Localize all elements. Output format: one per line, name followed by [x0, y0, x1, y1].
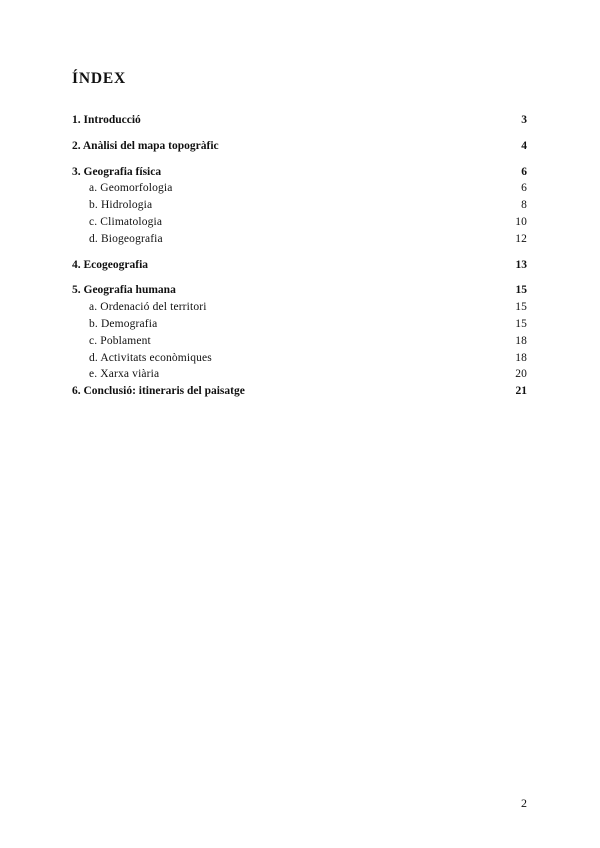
- toc-subentry[interactable]: [72, 333, 527, 350]
- toc-entry-label: 1. Introducció: [72, 114, 141, 126]
- toc-entry-page: 3: [521, 114, 527, 126]
- toc-entry-page: 15: [515, 301, 527, 314]
- toc-entry-label: c. Poblament: [89, 334, 151, 347]
- toc-entry[interactable]: [72, 138, 527, 155]
- table-of-contents: [72, 112, 527, 400]
- toc-entry-label: 6. Conclusió: itineraris del paisatge: [72, 385, 245, 398]
- toc-entry-label: a. Ordenació del territori: [89, 301, 207, 314]
- toc-subentry[interactable]: [72, 316, 527, 333]
- toc-entry-page: 15: [515, 284, 527, 297]
- toc-entry-page: 4: [521, 139, 527, 152]
- toc-entry[interactable]: [72, 164, 527, 181]
- toc-entry[interactable]: [72, 282, 527, 299]
- toc-entry-page: 6: [521, 165, 527, 178]
- toc-entry-page: 6: [521, 182, 527, 195]
- toc-entry[interactable]: [72, 112, 527, 129]
- toc-entry-label: 3. Geografia física: [72, 165, 162, 178]
- toc-entry-label: 5. Geografia humana: [72, 284, 176, 297]
- toc-subentry[interactable]: [72, 214, 527, 231]
- toc-entry-page: 10: [515, 215, 527, 228]
- toc-subentry[interactable]: [72, 180, 527, 197]
- toc-subentry[interactable]: [72, 350, 527, 367]
- toc-entry[interactable]: [72, 257, 527, 274]
- toc-entry-label: b. Demografia: [89, 317, 158, 330]
- toc-subentry[interactable]: [72, 366, 527, 383]
- toc-entry-label: e. Xarxa viària: [89, 368, 160, 381]
- toc-entry-page: 15: [515, 317, 527, 330]
- page-title: ÍNDEX: [72, 70, 126, 87]
- page-number: 2: [521, 796, 527, 810]
- toc-entry-page: 20: [515, 368, 527, 381]
- toc-entry-page: 8: [521, 199, 527, 212]
- toc-subentry[interactable]: [72, 231, 527, 248]
- toc-entry-page: 13: [515, 258, 527, 271]
- toc-entry-label: 4. Ecogeografia: [72, 258, 149, 271]
- toc-entry-label: d. Activitats econòmiques: [89, 351, 212, 364]
- toc-entry-page: 18: [515, 334, 527, 347]
- toc-entry-label: a. Geomorfologia: [89, 182, 173, 195]
- toc-entry[interactable]: [72, 383, 527, 400]
- toc-entry-page: 12: [515, 232, 527, 245]
- toc-entry-label: c. Climatologia: [89, 215, 163, 228]
- toc-entry-page: 21: [515, 385, 527, 398]
- toc-entry-label: 2. Anàlisi del mapa topogràfic: [72, 139, 219, 152]
- toc-entry-label: d. Biogeografia: [89, 232, 163, 245]
- toc-subentry[interactable]: [72, 299, 527, 316]
- toc-entry-page: 18: [515, 351, 527, 364]
- toc-subentry[interactable]: [72, 197, 527, 214]
- toc-entry-label: b. Hidrologia: [89, 199, 153, 212]
